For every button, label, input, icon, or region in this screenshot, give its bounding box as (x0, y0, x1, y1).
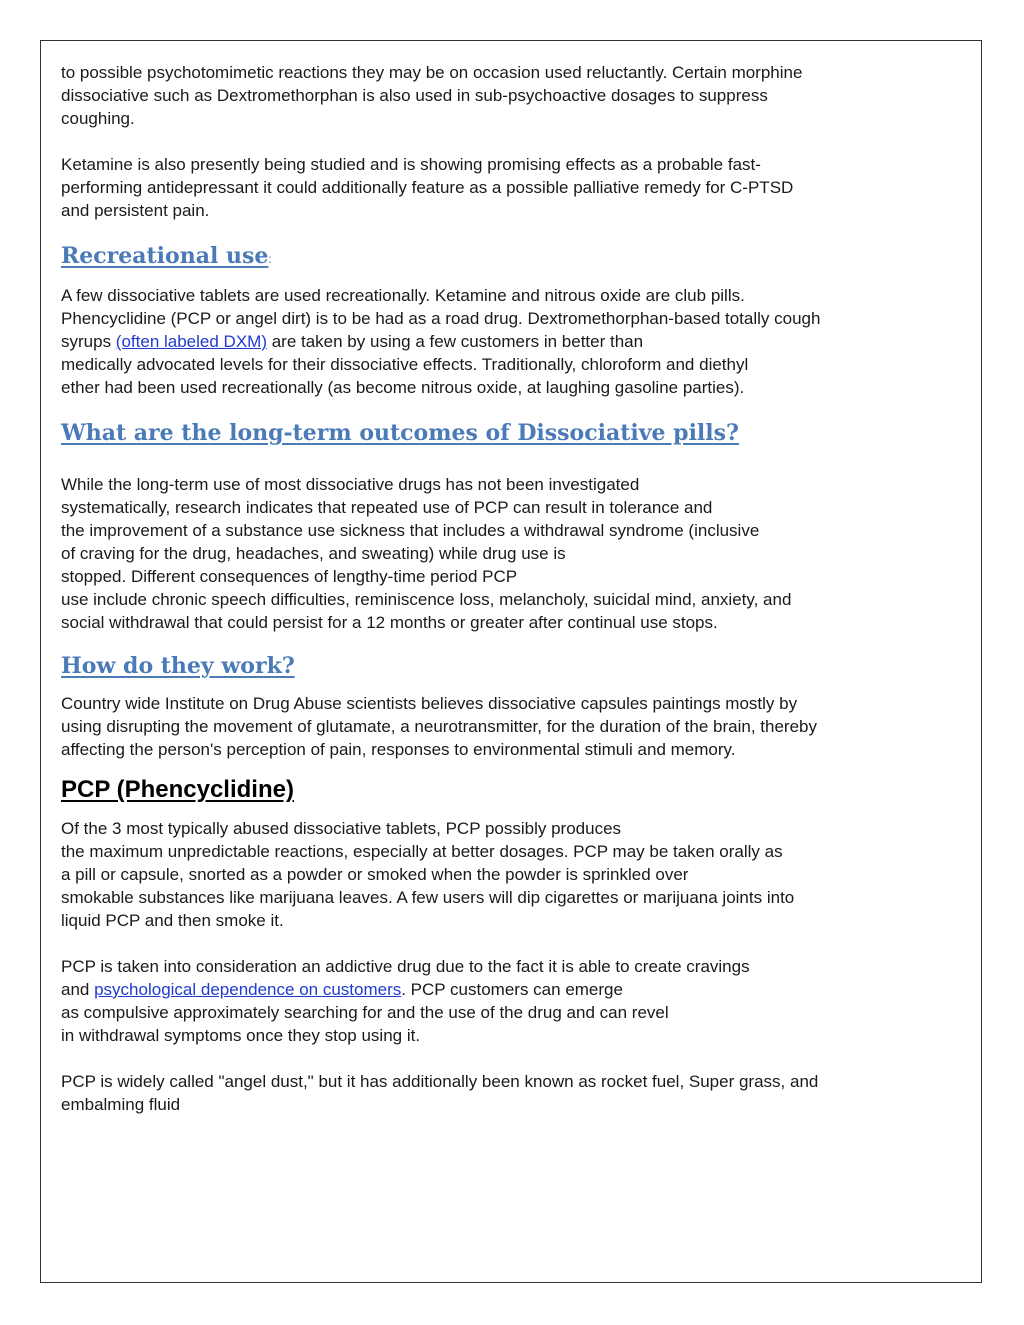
pcp-paragraph-3 (61, 1070, 961, 1116)
text-line: While the long-term use of most dissociative drugs has not been investigated (61, 475, 640, 494)
text-line: medically advocated levels for their dissociative effects. Traditionally, chloroform and diethyl (61, 355, 749, 374)
text-segment: syrups (61, 332, 116, 351)
ketamine-paragraph (61, 153, 961, 222)
text-line: to possible psychotomimetic reactions they may be on occasion used reluctantly. Certain morphine (61, 63, 803, 82)
text-line: stopped. Different consequences of lengthy-time period PCP (61, 567, 518, 586)
text-line: liquid PCP and then smoke it. (61, 911, 284, 930)
psychological-dependence-link[interactable]: psychological dependence on customers (94, 980, 402, 999)
text-line: A few dissociative tablets are used recreationally. Ketamine and nitrous oxide are club pills. (61, 286, 745, 305)
howwork-paragraph (61, 692, 961, 761)
heading-colon: : (268, 252, 272, 266)
text-line: Ketamine is also presently being studied and is showing promising effects as a probable fast- (61, 155, 761, 174)
text-segment: are taken by using a few customers in better than (266, 332, 644, 351)
text-line: embalming fluid (61, 1095, 181, 1114)
pcp-paragraph-2 (61, 955, 961, 1047)
text-line: performing antidepressant it could additionally feature as a possible palliative remedy for C-PTSD (61, 178, 794, 197)
text-line: a pill or capsule, snorted as a powder or smoked when the powder is sprinkled over (61, 865, 689, 884)
text-line: PCP is taken into consideration an addictive drug due to the fact it is able to create cravings (61, 957, 750, 976)
how-do-they-work-heading: How do they work? (61, 653, 295, 679)
text-line: Of the 3 most typically abused dissociative tablets, PCP possibly produces (61, 819, 622, 838)
document-body (61, 61, 961, 1116)
text-line: the maximum unpredictable reactions, especially at better dosages. PCP may be taken orally as (61, 842, 783, 861)
text-line: and persistent pain. (61, 201, 210, 220)
text-line: social withdrawal that could persist for a 12 months or greater after continual use stops. (61, 613, 718, 632)
longterm-heading-row (61, 419, 961, 453)
pcp-heading-row (61, 775, 961, 811)
text-line: the improvement of a substance use sickness that includes a withdrawal syndrome (inclusive (61, 521, 760, 540)
text-line: Phencyclidine (PCP or angel dirt) is to be had as a road drug. Dextromethorphan-based totally cough (61, 309, 821, 328)
longterm-paragraph (61, 473, 961, 634)
text-line: smokable substances like marijuana leaves. A few users will dip cigarettes or marijuana joints into (61, 888, 795, 907)
text-line: affecting the person's perception of pain, responses to environmental stimuli and memory. (61, 740, 736, 759)
text-line: ether had been used recreationally (as become nitrous oxide, at laughing gasoline parties). (61, 378, 745, 397)
recreational-use-heading: Recreational use (61, 243, 269, 269)
intro-paragraph (61, 61, 961, 130)
text-line (61, 978, 961, 1001)
recreational-heading-row (61, 242, 961, 276)
text-line: systematically, research indicates that repeated use of PCP can result in tolerance and (61, 498, 713, 517)
text-line (61, 330, 961, 353)
text-line: of craving for the drug, headaches, and sweating) while drug use is (61, 544, 566, 563)
text-segment: . PCP customers can emerge (401, 980, 623, 999)
pcp-paragraph-1 (61, 817, 961, 932)
howwork-heading-row (61, 652, 961, 686)
text-line: PCP is widely called "angel dust," but it has additionally been known as rocket fuel, Super grass, and (61, 1072, 819, 1091)
text-segment: and (61, 980, 95, 999)
long-term-outcomes-heading: What are the long-term outcomes of Dissociative pills? (61, 420, 739, 446)
text-line: coughing. (61, 109, 135, 128)
text-line: Country wide Institute on Drug Abuse scientists believes dissociative capsules paintings mostly by (61, 694, 798, 713)
text-line: use include chronic speech difficulties, reminiscence loss, melancholy, suicidal mind, anxiety, and (61, 590, 792, 609)
text-line: dissociative such as Dextromethorphan is also used in sub-psychoactive dosages to suppress (61, 86, 768, 105)
text-line: in withdrawal symptoms once they stop using it. (61, 1026, 421, 1045)
pcp-heading: PCP (Phencyclidine) (61, 776, 294, 803)
text-line: as compulsive approximately searching for and the use of the drug and can revel (61, 1003, 669, 1022)
dxm-link[interactable]: (often labeled DXM) (115, 332, 267, 351)
recreational-paragraph (61, 284, 961, 399)
text-line: using disrupting the movement of glutamate, a neurotransmitter, for the duration of the brain, thereby (61, 717, 817, 736)
